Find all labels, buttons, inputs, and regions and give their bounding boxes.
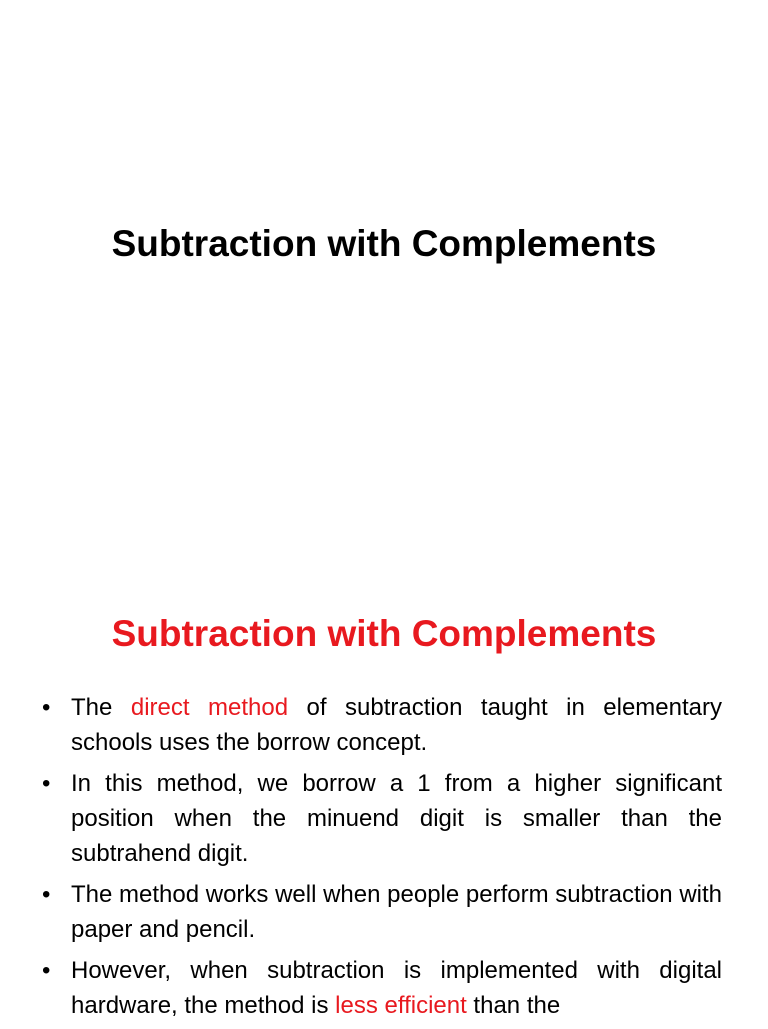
bullet-item-direct-method (40, 690, 722, 760)
bullet-item-borrow (40, 766, 722, 871)
bullet-item-paper-pencil (40, 877, 722, 947)
bullet-text-before: The (71, 694, 131, 721)
bullet-dot-icon: • (42, 694, 51, 721)
title-slide (0, 0, 768, 490)
bullet-text-after: than the (466, 992, 561, 1019)
bullet-list (40, 690, 722, 1029)
bullet-item-hardware (40, 953, 722, 1023)
content-slide (0, 566, 768, 1024)
bullet-text: In this method, we borrow a 1 from a higher significant position when the minuend digit is smaller than the subtrahend digit. (71, 770, 722, 867)
slide-heading: Subtraction with Complements (111, 613, 657, 654)
bullet-text: The method works well when people perform subtraction with paper and pencil. (71, 881, 722, 943)
bullet-dot-icon: • (42, 770, 51, 797)
highlight-less-efficient: less efficient (335, 992, 467, 1019)
highlight-direct-method: direct method (130, 694, 289, 721)
bullet-text-after: of subtraction taught in elementary schools uses the borrow concept. (71, 694, 722, 756)
bullet-dot-icon: • (42, 957, 51, 984)
bullet-dot-icon: • (42, 881, 51, 908)
slide-title: Subtraction with Complements (111, 223, 657, 264)
bullet-text-before: However, when subtraction is implemented with digital hardware, the method is (71, 957, 722, 1019)
